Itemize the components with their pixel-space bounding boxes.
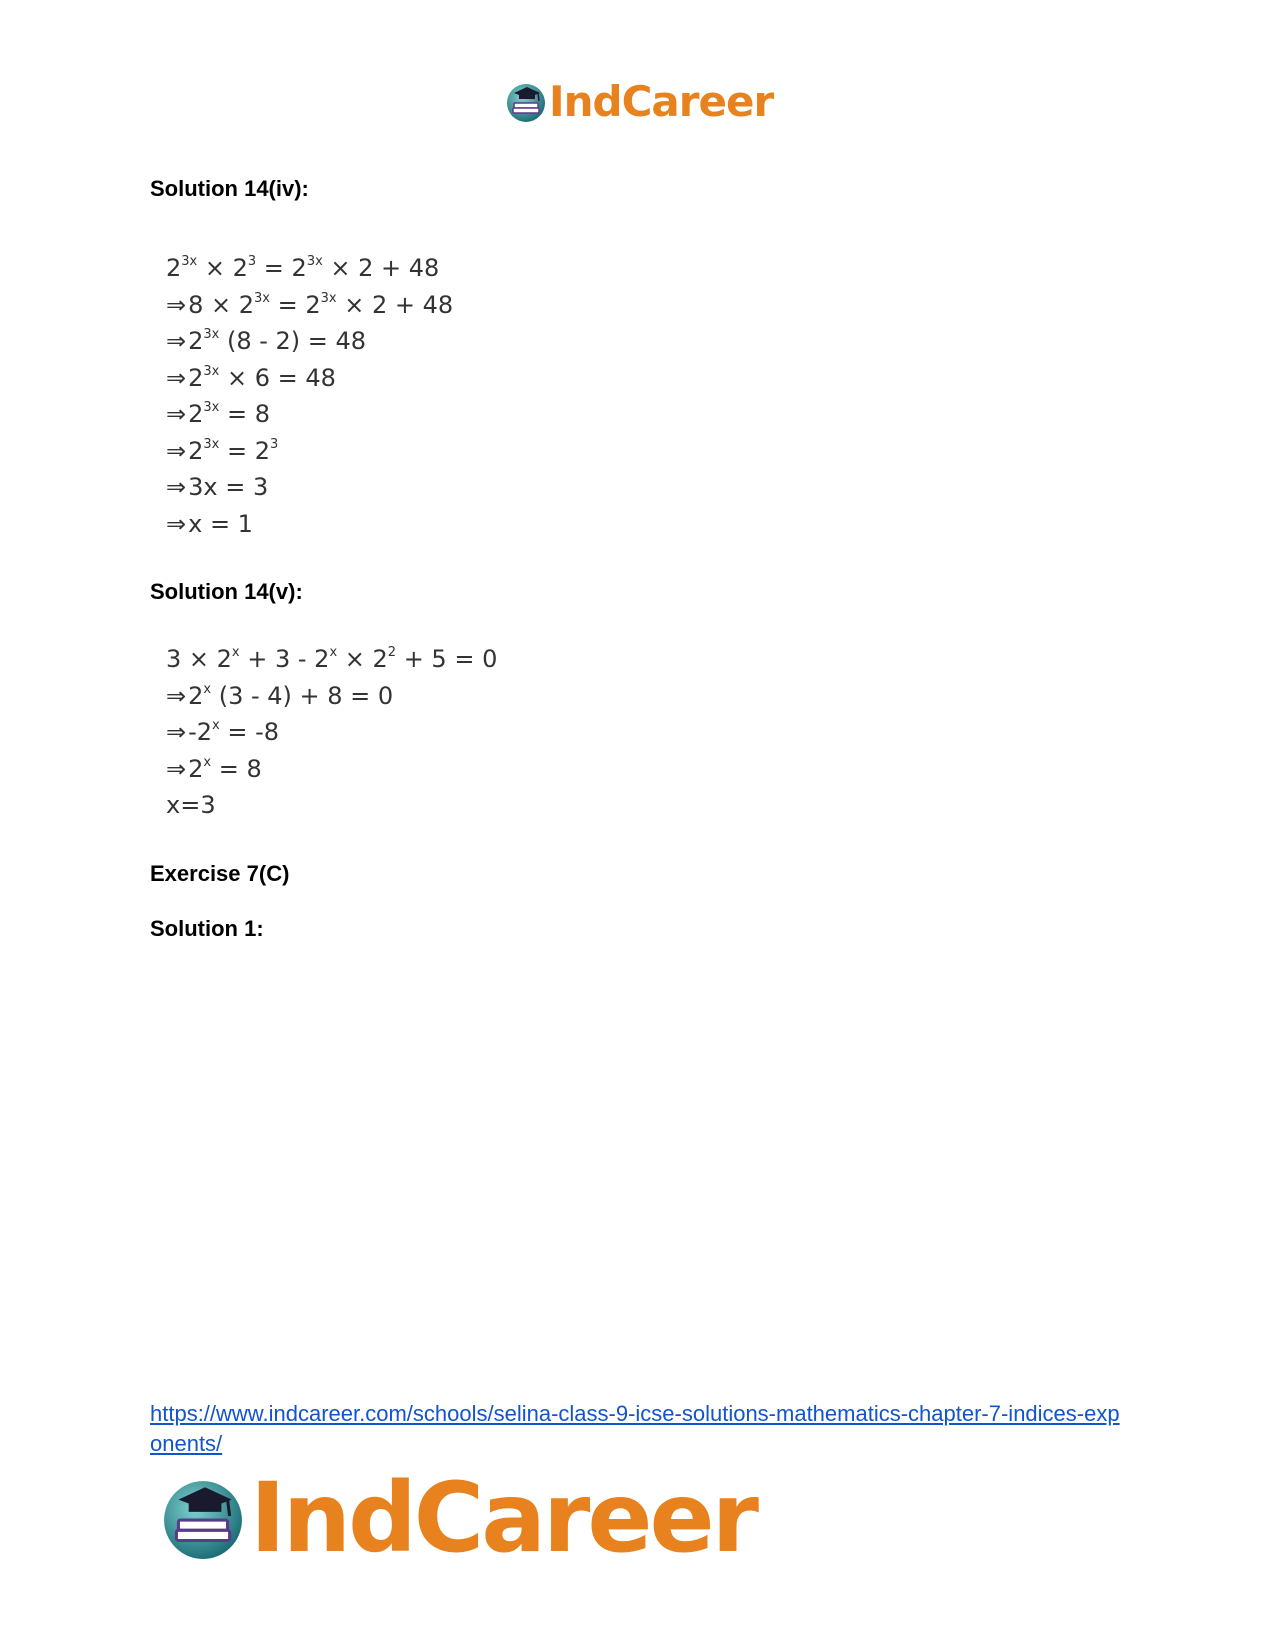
equation-text: = 2 xyxy=(256,254,307,282)
equation-text: 2 xyxy=(166,254,182,282)
equation-line xyxy=(166,678,497,715)
equation-block xyxy=(166,641,497,824)
equation-text: = 2 xyxy=(219,436,270,465)
equation-text: + 5 = 0 xyxy=(396,645,498,673)
equation-text: (3 - 4) + 8 = 0 xyxy=(211,681,394,710)
exponent: 3x xyxy=(203,363,220,379)
section-heading: Solution 14(iv): xyxy=(150,176,309,201)
equation-text: × 2 + 48 xyxy=(322,254,440,282)
implies-symbol: ⇒ xyxy=(166,436,187,465)
equation-text: 2 xyxy=(188,681,204,710)
equation-text: = -8 xyxy=(219,718,280,746)
exponent: 3x xyxy=(203,327,220,342)
logo-wordmark: IndCareer xyxy=(250,1462,756,1574)
equation-text: -2 xyxy=(188,718,213,746)
equation-line xyxy=(166,506,453,543)
exponent: 3x xyxy=(254,290,270,306)
implies-symbol: ⇒ xyxy=(166,718,187,746)
exponent: x xyxy=(203,754,212,770)
equation-line xyxy=(166,641,497,678)
exponent: 3x xyxy=(181,254,198,269)
equation-line xyxy=(166,323,453,360)
exponent: 3x xyxy=(306,254,323,269)
equation-line xyxy=(166,787,497,824)
exponent: 3 xyxy=(270,436,279,452)
equation-text: 8 × 2 xyxy=(188,290,255,319)
implies-symbol: ⇒ xyxy=(166,400,187,428)
equation-line xyxy=(166,751,497,788)
equation-text: x = 1 xyxy=(188,509,253,538)
equation-text: 2 xyxy=(188,327,204,355)
exponent: x xyxy=(203,681,212,697)
equation-text: 2 xyxy=(188,363,204,392)
implies-symbol: ⇒ xyxy=(166,754,187,783)
globe-book-icon xyxy=(160,1475,246,1561)
exponent: 3 xyxy=(247,254,257,269)
equation-block xyxy=(166,250,453,542)
logo-wordmark: IndCareer xyxy=(549,77,774,126)
implies-symbol: ⇒ xyxy=(166,509,187,538)
implies-symbol: ⇒ xyxy=(166,290,187,319)
equation-text: 3 × 2 xyxy=(166,645,232,673)
globe-book-icon xyxy=(505,81,547,123)
exponent: 2 xyxy=(387,645,397,660)
equation-text: = 8 xyxy=(211,754,262,783)
equation-line xyxy=(166,396,453,433)
footer-logo xyxy=(160,1462,756,1574)
exponent: x xyxy=(212,718,220,733)
exponent: x xyxy=(231,645,240,660)
equation-text: x=3 xyxy=(166,791,216,819)
exponent: 3x xyxy=(320,290,337,306)
implies-symbol: ⇒ xyxy=(166,473,187,501)
exponent: 3x xyxy=(203,436,220,452)
section-heading: Solution 14(v): xyxy=(150,579,303,604)
implies-symbol: ⇒ xyxy=(166,327,187,355)
equation-line xyxy=(166,714,497,751)
implies-symbol: ⇒ xyxy=(166,363,187,392)
equation-line xyxy=(166,433,453,470)
equation-text: = 8 xyxy=(219,400,270,428)
implies-symbol: ⇒ xyxy=(166,681,187,710)
solution-heading: Solution 1: xyxy=(150,916,264,941)
exponent: 3x xyxy=(203,400,220,415)
equation-text: 2 xyxy=(188,436,204,465)
equation-text: 2 xyxy=(188,754,204,783)
equation-text: + 3 - 2 xyxy=(239,645,330,673)
equation-text: × 2 xyxy=(337,645,388,673)
header-logo xyxy=(505,77,774,126)
equation-line xyxy=(166,287,453,324)
equation-line xyxy=(166,360,453,397)
equation-line xyxy=(166,250,453,287)
equation-text: (8 - 2) = 48 xyxy=(219,327,367,355)
equation-text: 2 xyxy=(188,400,204,428)
equation-text: × 2 xyxy=(197,254,248,282)
exercise-heading: Exercise 7(C) xyxy=(150,861,290,886)
equation-line xyxy=(166,469,453,506)
equation-text: = 2 xyxy=(269,290,321,319)
equation-text: 3x = 3 xyxy=(188,473,269,501)
source-link[interactable]: https://www.indcareer.com/schools/selina-class-9-icse-solutions-mathematics-chapter-7-indices-exponents/ xyxy=(150,1401,1120,1456)
equation-text: × 6 = 48 xyxy=(219,363,336,392)
equation-text: × 2 + 48 xyxy=(336,290,454,319)
exponent: x xyxy=(329,645,338,660)
